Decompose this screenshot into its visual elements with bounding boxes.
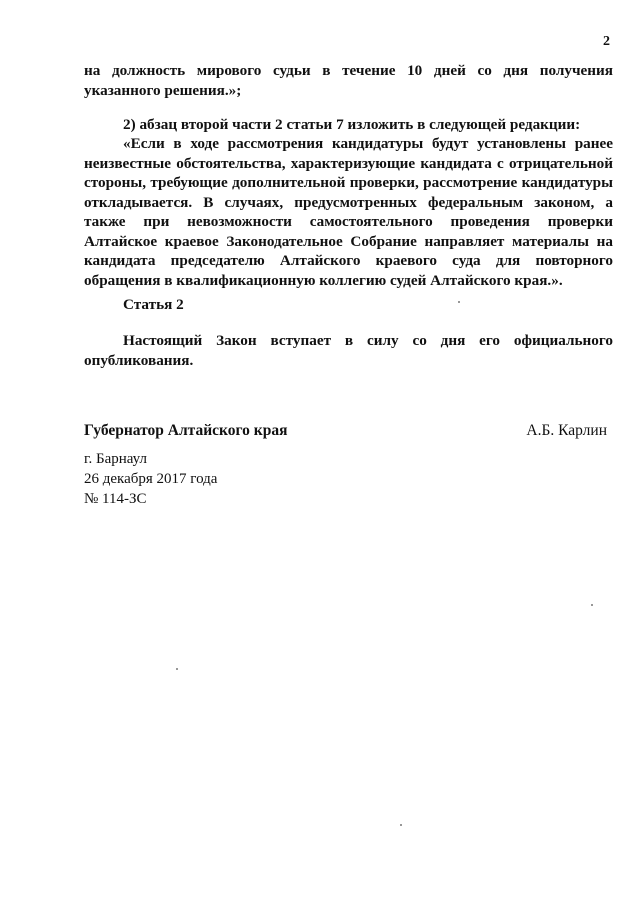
- scan-speck: [591, 604, 593, 606]
- scan-speck: [176, 668, 178, 670]
- meta-date: 26 декабря 2017 года: [84, 471, 218, 487]
- paragraph-amendment-text: «Если в ходе рассмотрения кандидатуры будут установлены ранее неизвестные обстоятельства, характеризующие кандидата с отрицательной стороны, требующие дополнительной проверки, рассмотрение кандидатуры откладывается. В случаях, предусмотренных федеральным законом, а также при невозможности самостоятельного проведения проверки Алтайское краевое Законодательное Собрание направляет материалы на кандидата председателю Алтайского краевого суда для повторного обращения в квалификационную коллегию судей Алтайского края.».: [84, 135, 613, 289]
- scan-speck: [458, 301, 460, 303]
- scan-speck: [400, 824, 402, 826]
- meta-number: № 114-ЗС: [84, 491, 147, 507]
- meta-city: г. Барнаул: [84, 451, 147, 467]
- signature-name: А.Б. Карлин: [526, 422, 607, 439]
- page-number: 2: [603, 34, 610, 49]
- paragraph-continuation: на должность мирового судьи в течение 10 дней со дня получения указанного решения.»;: [84, 62, 613, 99]
- paragraph-amendment-intro: 2) абзац второй части 2 статьи 7 изложить в следующей редакции:: [123, 116, 581, 133]
- article-heading: Статья 2: [123, 296, 184, 313]
- paragraph-effective-date: Настоящий Закон вступает в силу со дня его официального опубликования.: [84, 332, 613, 369]
- signature-title: Губернатор Алтайского края: [84, 422, 288, 439]
